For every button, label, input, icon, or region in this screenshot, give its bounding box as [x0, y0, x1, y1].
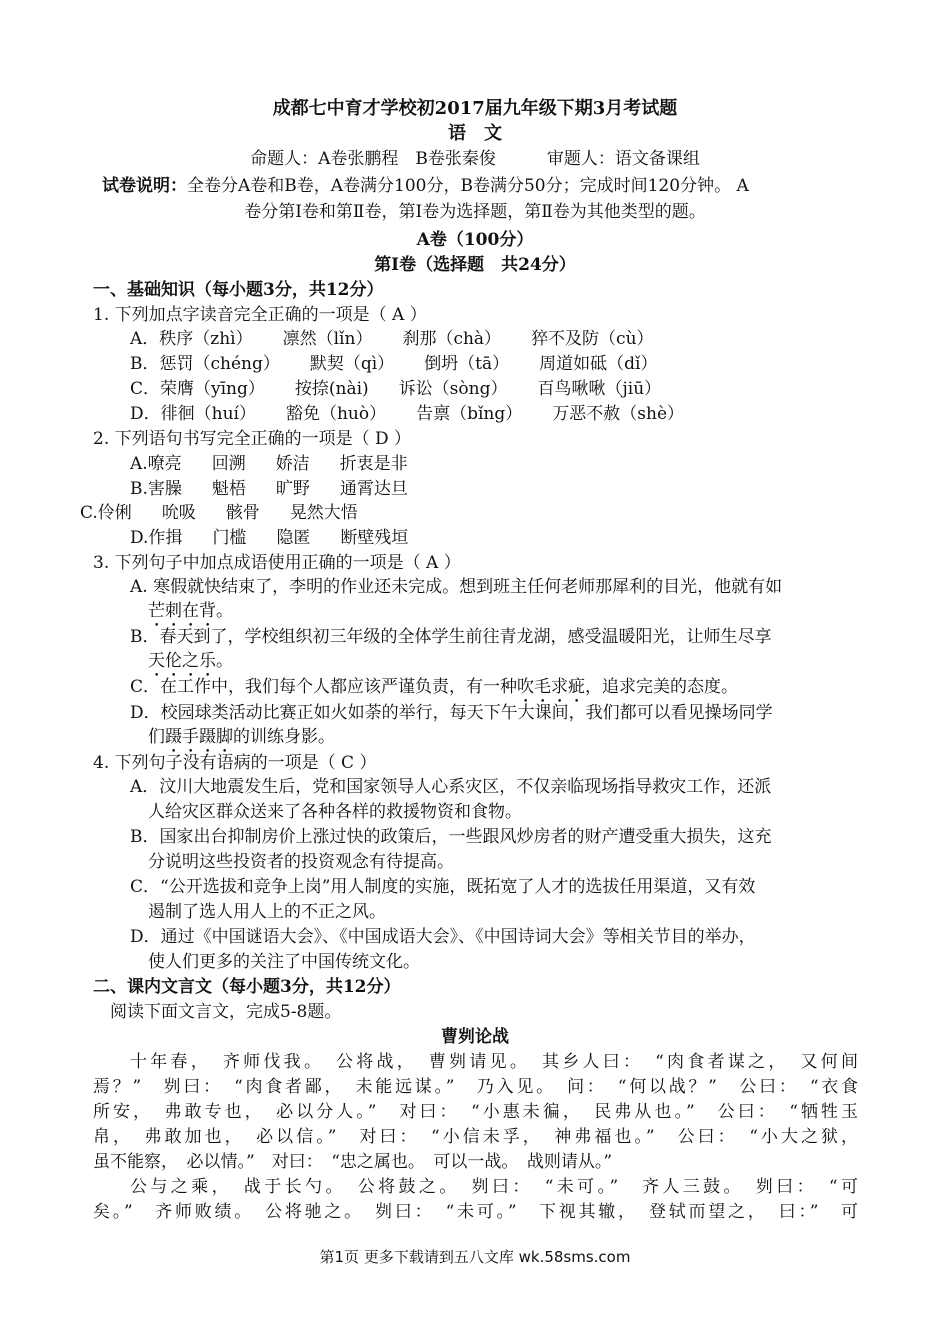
passage-title: 曹刿论战	[441, 1027, 509, 1047]
q3-stem: 3. 下列句子中加点成语使用正确的一项是（ A ）	[93, 553, 461, 573]
instructions-line-1	[102, 175, 749, 197]
passage-p1-line3: 所安， 弗敢专也， 必以分人。” 对曰： “小惠未徧， 民弗从也。” 公曰： “牺牲玉	[93, 1102, 858, 1122]
q2-option-c	[80, 502, 358, 524]
q2-c-item-1: C.伶俐	[80, 503, 132, 523]
passage-p1-line5: 虽不能察， 必以情。” 对曰： “忠之属也。 可以一战。 战则请从。”	[93, 1152, 613, 1172]
q3-b-tail: 。	[216, 651, 233, 671]
q3-a-idiom: 芒刺在背	[148, 601, 216, 621]
q1-stem: 1. 下列加点字读音完全正确的一项是（ A ）	[93, 305, 427, 325]
q4-option-b-line2: 分说明这些投资者的投资观念有待提高。	[148, 852, 454, 872]
q4-option-c-line2: 遏制了选人用人上的不正之风。	[148, 902, 386, 922]
q3-a-tail: 。	[216, 601, 233, 621]
instructions-label: 试卷说明：	[102, 176, 187, 196]
q4-option-d-line1: D．通过《中国谜语大会》、《中国成语大会》、《中国诗词大会》等相关节目的举办，	[130, 927, 756, 947]
q3-option-a-line1: A. 寒假就快结束了，李明的作业还未完成。想到班主任何老师那犀利的目光，他就有如	[130, 577, 783, 597]
q3-option-d-line1: D．校园球类活动比赛正如火如荼的举行，每天下午大课间，我们都可以看见操场同学	[130, 703, 773, 723]
q1-option-d	[130, 403, 684, 425]
q1-d-item-4: 万恶不赦（shè）	[552, 404, 684, 424]
q2-option-b	[130, 478, 408, 500]
q2-a-item-1: A.嘹亮	[130, 454, 182, 474]
q2-option-a	[130, 453, 408, 475]
q4-option-d-line2: 使人们更多的关注了中国传统文化。	[148, 952, 420, 972]
q2-b-item-1: B.害臊	[130, 479, 182, 499]
q3-d-tail: 的训练身影。	[233, 727, 335, 747]
subject-title: 语 文	[448, 123, 502, 144]
q1-a-item-2: 凛然（lǐn）	[282, 329, 373, 349]
q1-a-item-1: A．秩序（zhì）	[130, 329, 253, 349]
q4-stem: 4. 下列句子没有语病的一项是（ C ）	[93, 753, 377, 773]
q2-d-item-3: 隐匿	[276, 528, 311, 548]
passage-p1-line1: 十年春， 齐师伐我。 公将战， 曹刿请见。 其乡人曰： “肉食者谋之， 又何间	[130, 1052, 858, 1072]
q1-a-item-4: 猝不及防（cù）	[531, 329, 654, 349]
q1-b-item-1: B．惩罚（chéng）	[130, 354, 280, 374]
q2-c-item-4: 晃然大悟	[289, 503, 358, 523]
q2-d-item-4: 断壁残垣	[340, 528, 409, 548]
q1-c-item-2: 按捺(nài)	[294, 379, 369, 399]
q3-d-idiom: 蹑手蹑脚	[165, 727, 233, 747]
q3-b-idiom: 天伦之乐	[148, 651, 216, 671]
q4-option-a-line1: A．汶川大地震发生后，党和国家领导人心系灾区，不仅亲临现场指导救灾工作，还派	[130, 777, 772, 797]
q1-b-item-3: 倒坍（tā）	[424, 354, 510, 374]
part1-heading: 第Ⅰ卷（选择题 共24分）	[374, 255, 576, 275]
q1-d-item-2: 豁免（huò）	[285, 404, 387, 424]
q1-option-b	[130, 353, 657, 375]
q1-b-item-4: 周道如砥（dǐ）	[539, 354, 658, 374]
q2-a-item-4: 折衷是非	[339, 454, 408, 474]
q2-option-d	[130, 527, 408, 549]
q3-c-tail: ，追求完美的态度。	[585, 677, 739, 697]
q2-d-item-2: 门槛	[212, 528, 247, 548]
q1-c-item-3: 诉讼（sòng）	[398, 379, 508, 399]
q1-option-c	[130, 378, 661, 400]
q2-a-item-3: 娇洁	[275, 454, 310, 474]
page-footer: 第1页 更多下载请到五八文库 wk.58sms.com	[319, 1248, 631, 1266]
q2-b-item-3: 旷野	[275, 479, 310, 499]
q2-b-item-2: 魁梧	[211, 479, 246, 499]
q2-d-item-1: D.作揖	[130, 528, 183, 548]
q3-c-head: C．在工作中，我们每个人都应该严谨负责，有一种	[130, 677, 518, 697]
exam-title: 成都七中育才学校初2017届九年级下期3月考试题	[272, 98, 678, 119]
q2-a-item-2: 回溯	[211, 454, 246, 474]
q1-c-item-4: 百鸟啾啾（jiū）	[537, 379, 662, 399]
q1-c-item-1: C．荣膺（yīng）	[130, 379, 265, 399]
section2-title: 二、课内文言文（每小题3分，共12分）	[93, 977, 401, 997]
section1-title: 一、基础知识（每小题3分，共12分）	[93, 280, 384, 300]
volume-a-heading: A卷（100分）	[416, 230, 534, 250]
passage-p1-line4: 帛， 弗敢加也， 必以信。” 对曰： “小信未孚， 神弗福也。” 公曰： “小大之狱，	[93, 1127, 858, 1147]
authors-line: 命题人：A卷张鹏程 B卷张秦俊 审题人：语文备课组	[250, 149, 700, 169]
instructions-line-2: 卷分第Ⅰ卷和第Ⅱ卷，第Ⅰ卷为选择题，第Ⅱ卷为其他类型的题。	[244, 202, 706, 222]
q1-option-a	[130, 328, 654, 350]
passage-p2-line1: 公与之乘， 战于长勺。 公将鼓之。 刿曰： “未可。” 齐人三鼓。 刿曰： “可	[130, 1177, 858, 1197]
q2-c-item-2: 吮吸	[161, 503, 196, 523]
q4-option-b-line1: B．国家出台抑制房价上涨过快的政策后，一些跟风炒房者的财产遭受重大损失，这充	[130, 827, 772, 847]
q2-c-item-3: 骸骨	[225, 503, 260, 523]
q2-stem: 2. 下列语句书写完全正确的一项是（ D ）	[93, 429, 412, 449]
q3-option-b-line1: B．春天到了，学校组织初三年级的全体学生前往青龙湖，感受温暖阳光，让师生尽享	[130, 627, 772, 647]
q3-c-idiom: 吹毛求疵	[517, 677, 586, 697]
passage-p2-line2: 矣。” 齐师败绩。 公将驰之。 刿曰： “未可。” 下视其辙， 登轼而望之， 曰：” 可	[93, 1202, 858, 1222]
q4-option-c-line1: C．“公开选拔和竞争上岗”用人制度的实施，既拓宽了人才的选拔任用渠道，又有效	[130, 877, 756, 897]
q1-b-item-2: 默契（qì）	[309, 354, 395, 374]
q4-option-a-line2: 人给灾区群众送来了各种各样的救援物资和食物。	[148, 802, 522, 822]
q1-d-item-1: D．徘徊（huí）	[130, 404, 256, 424]
q3-d-head: 们	[148, 727, 165, 747]
section2-intro: 阅读下面文言文，完成5-8题。	[110, 1002, 342, 1022]
passage-p1-line2: 焉？” 刿曰： “肉食者鄙， 未能远谋。” 乃入见。 问： “何以战？” 公曰： “衣食	[93, 1077, 858, 1097]
q1-d-item-3: 告禀（bǐng）	[416, 404, 523, 424]
q2-b-item-4: 通霄达旦	[339, 479, 408, 499]
q1-a-item-3: 刹那（chà）	[402, 329, 502, 349]
instructions-text-1: 全卷分A卷和B卷，A卷满分100分，B卷满分50分；完成时间120分钟。 A	[187, 176, 749, 196]
